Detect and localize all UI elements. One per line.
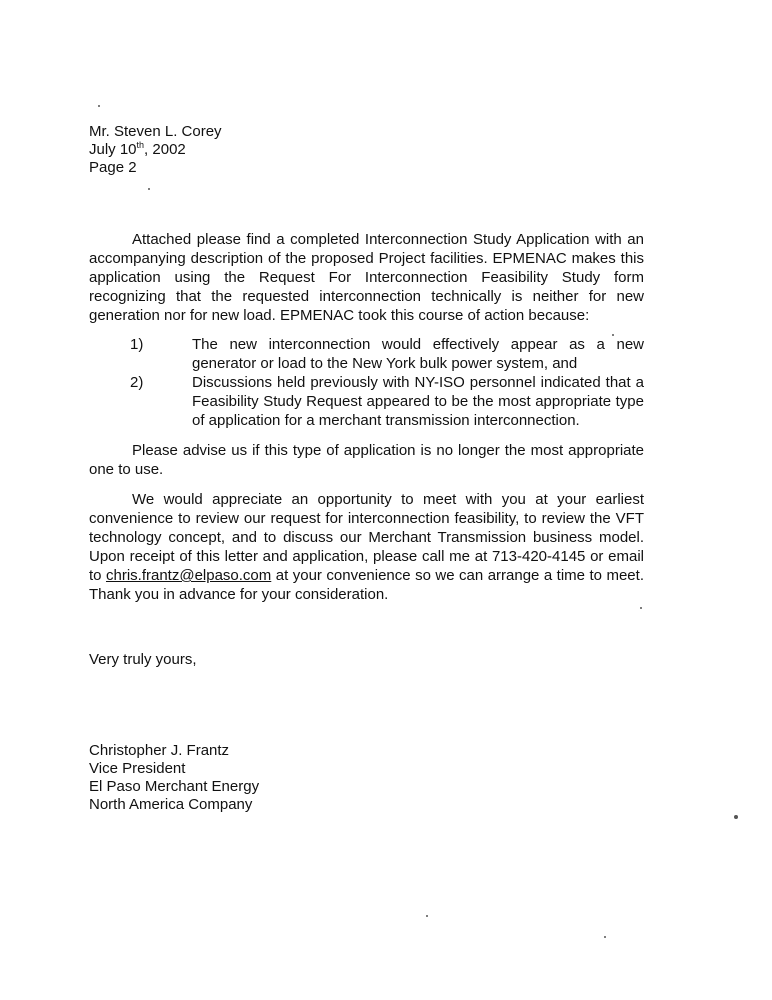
page-number: Page 2 — [89, 159, 137, 176]
reasons-list — [89, 335, 644, 430]
letter-date — [89, 141, 222, 159]
signer-company-line-1: El Paso Merchant Energy — [89, 778, 260, 795]
date-year: , 2002 — [144, 141, 186, 158]
letter-header — [89, 123, 222, 177]
scan-speck — [98, 105, 100, 107]
paragraph-2: Please advise us if this type of application is no longer the most appropriate one to use. — [89, 442, 644, 478]
paragraph-1: Attached please find a completed Interconnection Study Application with an accompanying description of the proposed Project facilities. EPMENAC makes this application using the Request For Interconnection Feasibility Study form recognizing that the requested interconnection technically is neither for new generation nor for new load. EPMENAC took this course of action because: — [89, 231, 644, 324]
list-item-text: The new interconnection would effectively appear as a new generator or load to the New York bulk power system, and — [192, 336, 644, 372]
signer-company-line-2: North America Company — [89, 796, 253, 813]
signature-block — [89, 742, 259, 814]
scan-speck — [734, 815, 738, 819]
list-item-number: 2) — [130, 374, 144, 391]
date-month-day: July 10 — [89, 141, 137, 158]
date-ordinal-suffix: th — [136, 140, 145, 150]
paragraph-3-text-end: at your convenience so we can arrange a time to meet. Thank you in advance for your consideration. — [89, 567, 644, 603]
scan-speck — [612, 334, 614, 336]
recipient-name: Mr. Steven L. Corey — [89, 123, 222, 140]
scan-speck — [426, 915, 428, 917]
signer-title: Vice President — [89, 760, 186, 777]
scan-speck — [640, 607, 642, 609]
signer-name: Christopher J. Frantz — [89, 742, 230, 759]
list-item — [89, 335, 644, 373]
list-item-text: Discussions held previously with NY-ISO personnel indicated that a Feasibility Study Request appeared to be the most appropriate type of application for a merchant transmission interconnection. — [192, 374, 644, 429]
scan-speck — [604, 936, 606, 938]
list-item — [89, 373, 644, 430]
list-item-number: 1) — [130, 336, 144, 353]
paragraph-3 — [89, 490, 644, 604]
scan-speck — [148, 188, 150, 190]
email-link[interactable]: chris.frantz@elpaso.com — [105, 567, 272, 584]
closing-salutation: Very truly yours, — [89, 651, 197, 668]
paragraph-3-text-start: We would appreciate an opportunity to meet with you at your earliest convenience to review our request for interconnection feasibility, to review the VFT technology concept, and to discuss our Merchant Transmission business model. Upon receipt of this letter and application, please call me at 713-420-4145 or email to — [89, 491, 644, 584]
